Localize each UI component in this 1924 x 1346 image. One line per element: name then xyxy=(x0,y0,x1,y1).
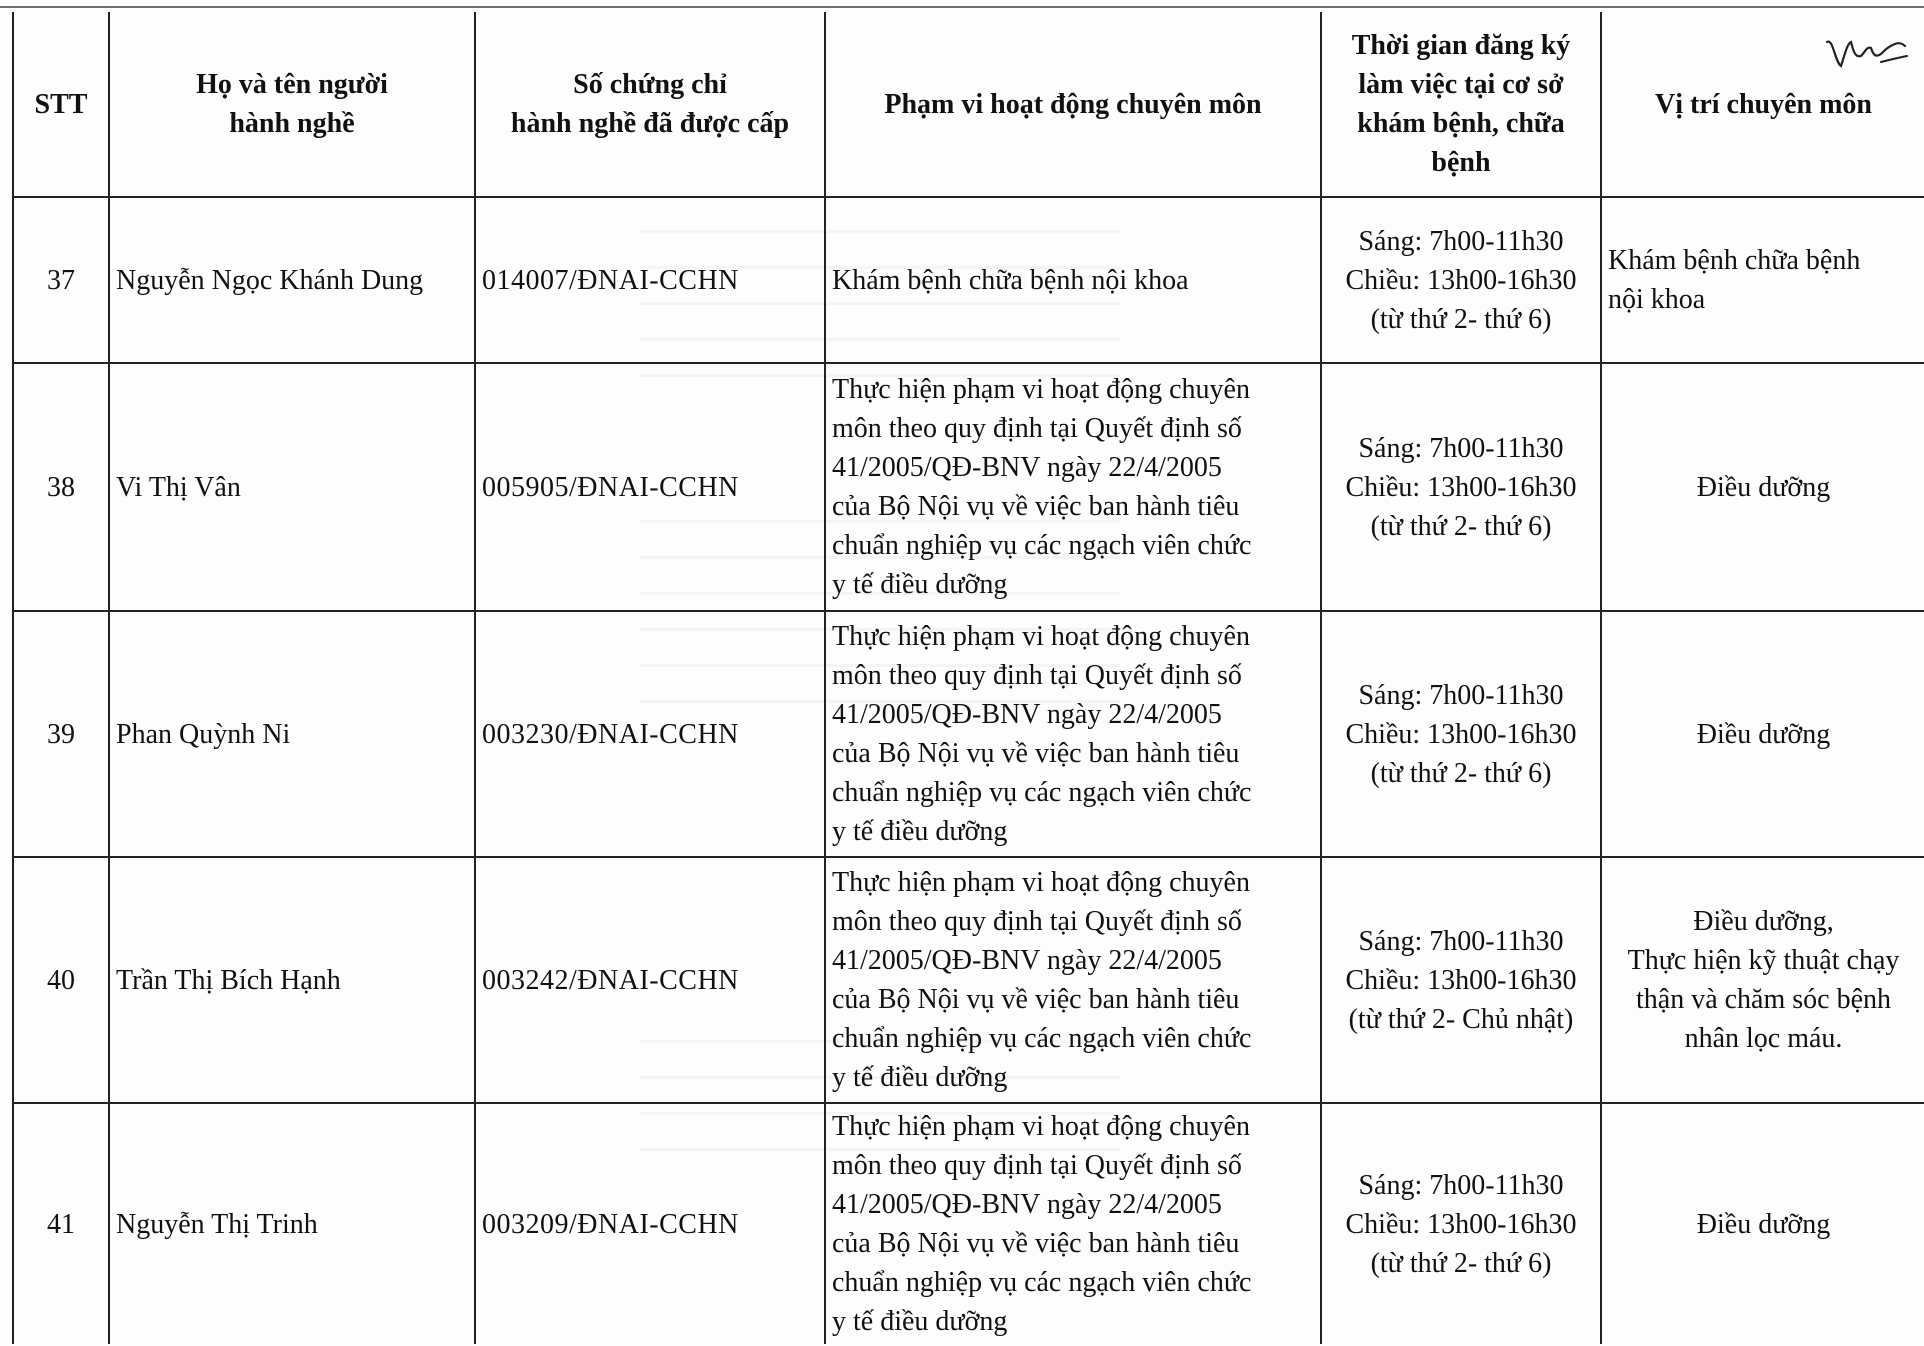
cell-cert: 003230/ĐNAI-CCHN xyxy=(475,611,825,857)
cell-position: Điều dưỡng xyxy=(1601,611,1924,857)
practitioner-table xyxy=(12,12,1924,1344)
cell-name: Nguyễn Ngọc Khánh Dung xyxy=(109,197,475,363)
table-row xyxy=(13,611,1924,857)
cell-scope: Khám bệnh chữa bệnh nội khoa xyxy=(825,197,1321,363)
table-row xyxy=(13,857,1924,1103)
cell-position: Điều dưỡng xyxy=(1601,363,1924,611)
cell-stt: 39 xyxy=(13,611,109,857)
cell-name: Nguyễn Thị Trinh xyxy=(109,1103,475,1344)
cell-time: Sáng: 7h00-11h30 Chiều: 13h00-16h30 (từ thứ 2- thứ 6) xyxy=(1321,197,1601,363)
top-rule xyxy=(0,6,1924,8)
cell-name: Trần Thị Bích Hạnh xyxy=(109,857,475,1103)
cell-position: Điều dưỡng xyxy=(1601,1103,1924,1344)
cell-name: Vi Thị Vân xyxy=(109,363,475,611)
cell-stt: 37 xyxy=(13,197,109,363)
header-cert: Số chứng chỉ hành nghề đã được cấp xyxy=(475,12,825,197)
header-row xyxy=(13,12,1924,197)
cell-stt: 38 xyxy=(13,363,109,611)
table-row xyxy=(13,1103,1924,1344)
cell-cert: 003209/ĐNAI-CCHN xyxy=(475,1103,825,1344)
cell-name: Phan Quỳnh Ni xyxy=(109,611,475,857)
header-stt: STT xyxy=(13,12,109,197)
table-row xyxy=(13,363,1924,611)
header-name: Họ và tên người hành nghề xyxy=(109,12,475,197)
cell-stt: 41 xyxy=(13,1103,109,1344)
cell-time: Sáng: 7h00-11h30 Chiều: 13h00-16h30 (từ thứ 2- thứ 6) xyxy=(1321,611,1601,857)
cell-cert: 014007/ĐNAI-CCHN xyxy=(475,197,825,363)
cell-scope: Thực hiện phạm vi hoạt động chuyên môn theo quy định tại Quyết định số 41/2005/QĐ-BNV ngày 22/4/2005 của Bộ Nội vụ về việc ban hành tiêu chuẩn nghiệp vụ các ngạch viên chức y tế điều dưỡng xyxy=(825,857,1321,1103)
cell-time: Sáng: 7h00-11h30 Chiều: 13h00-16h30 (từ thứ 2- thứ 6) xyxy=(1321,363,1601,611)
cell-cert: 003242/ĐNAI-CCHN xyxy=(475,857,825,1103)
table-body xyxy=(13,197,1924,1344)
cell-stt: 40 xyxy=(13,857,109,1103)
cell-scope: Thực hiện phạm vi hoạt động chuyên môn theo quy định tại Quyết định số 41/2005/QĐ-BNV ngày 22/4/2005 của Bộ Nội vụ về việc ban hành tiêu chuẩn nghiệp vụ các ngạch viên chức y tế điều dưỡng xyxy=(825,1103,1321,1344)
cell-position: Điều dưỡng, Thực hiện kỹ thuật chạy thận và chăm sóc bệnh nhân lọc máu. xyxy=(1601,857,1924,1103)
cell-position: Khám bệnh chữa bệnh nội khoa xyxy=(1601,197,1924,363)
header-time: Thời gian đăng ký làm việc tại cơ sở khám bệnh, chữa bệnh xyxy=(1321,12,1601,197)
cell-time: Sáng: 7h00-11h30 Chiều: 13h00-16h30 (từ thứ 2- thứ 6) xyxy=(1321,1103,1601,1344)
header-scope: Phạm vi hoạt động chuyên môn xyxy=(825,12,1321,197)
header-position: Vị trí chuyên môn xyxy=(1601,12,1924,197)
cell-cert: 005905/ĐNAI-CCHN xyxy=(475,363,825,611)
table-row xyxy=(13,197,1924,363)
cell-scope: Thực hiện phạm vi hoạt động chuyên môn theo quy định tại Quyết định số 41/2005/QĐ-BNV ngày 22/4/2005 của Bộ Nội vụ về việc ban hành tiêu chuẩn nghiệp vụ các ngạch viên chức y tế điều dưỡng xyxy=(825,611,1321,857)
table-header xyxy=(13,12,1924,197)
cell-time: Sáng: 7h00-11h30 Chiều: 13h00-16h30 (từ thứ 2- Chủ nhật) xyxy=(1321,857,1601,1103)
cell-scope: Thực hiện phạm vi hoạt động chuyên môn theo quy định tại Quyết định số 41/2005/QĐ-BNV ngày 22/4/2005 của Bộ Nội vụ về việc ban hành tiêu chuẩn nghiệp vụ các ngạch viên chức y tế điều dưỡng xyxy=(825,363,1321,611)
